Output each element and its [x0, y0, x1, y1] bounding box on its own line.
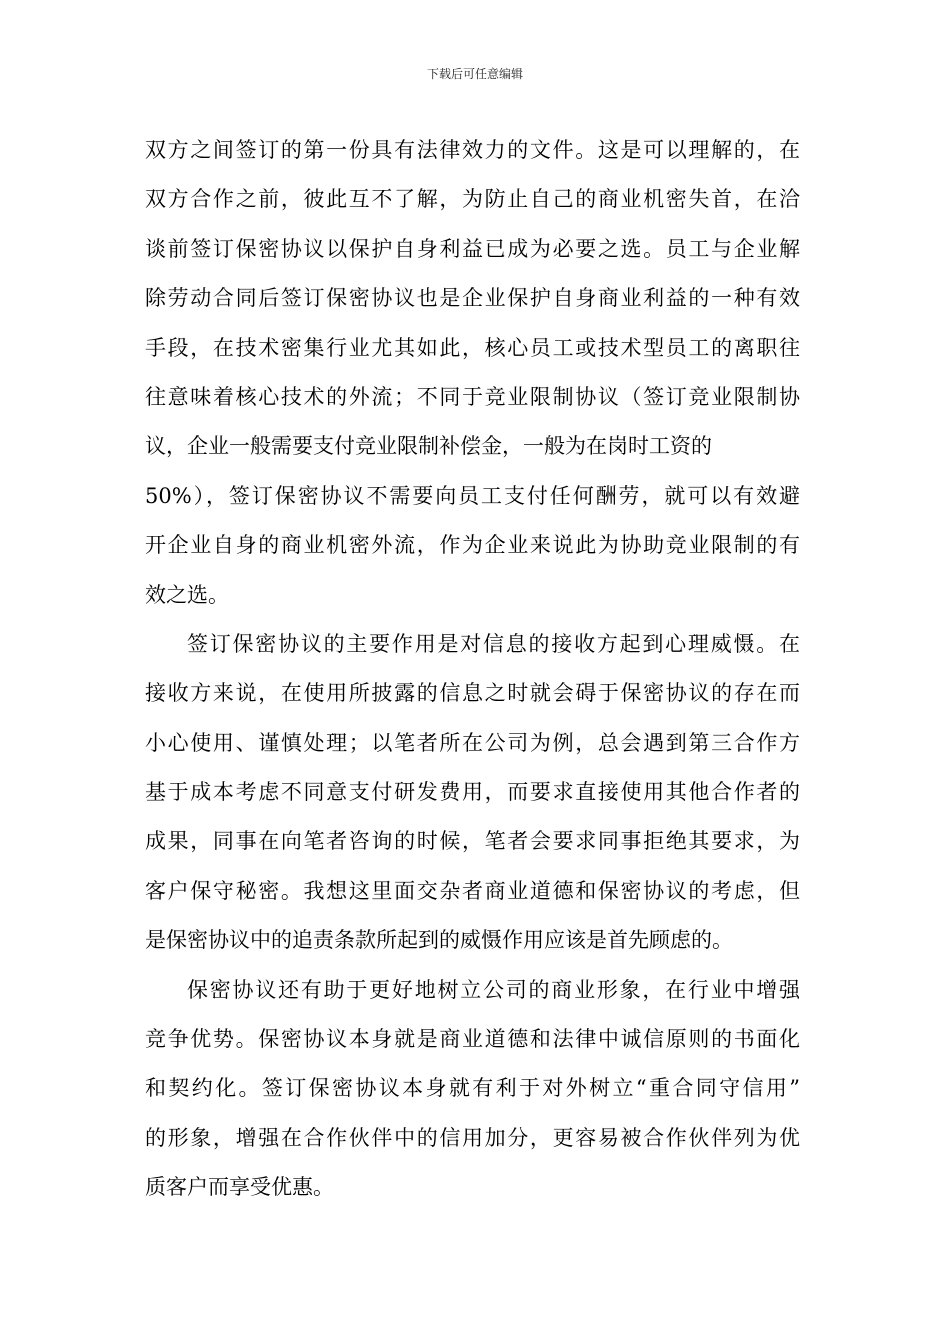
text-line: 和契约化。签订保密协议本身就有利于对外树立“重合同守信用”: [145, 1076, 800, 1101]
text-line: 除劳动合同后签订保密协议也是企业保护自身商业利益的一种有效: [145, 286, 800, 311]
text-line: 往意味着核心技术的外流；不同于竞业限制协议（签订竞业限制协: [145, 384, 800, 409]
text-line: 的形象，增强在合作伙伴中的信用加分，更容易被合作伙伴列为优: [145, 1125, 800, 1150]
text-line: 成果，同事在向笔者咨询的时候，笔者会要求同事拒绝其要求，为: [145, 829, 800, 854]
text-line: 保密协议还有助于更好地树立公司的商业形象，在行业中增强: [187, 977, 800, 1002]
text-line: 效之选。: [145, 582, 229, 607]
text-line: 质客户而享受优惠。: [145, 1175, 334, 1200]
paragraph-1: [145, 126, 800, 620]
paragraph-2: [145, 620, 800, 966]
text-line: 小心使用、谨慎处理；以笔者所在公司为例，总会遇到第三合作方: [145, 730, 800, 755]
text-line: 手段，在技术密集行业尤其如此，核心员工或技术型员工的离职往: [145, 335, 800, 360]
text-line: 客户保守秘密。我想这里面交杂者商业道德和保密协议的考虑，但: [145, 878, 800, 903]
text-line: 接收方来说，在使用所披露的信息之时就会碍于保密协议的存在而: [145, 681, 800, 706]
text-line: 双方之间签订的第一份具有法律效力的文件。这是可以理解的，在: [145, 138, 800, 162]
text-line: 议，企业一般需要支付竞业限制补偿金，一般为在岗时工资的: [145, 434, 712, 459]
text-line: 开企业自身的商业机密外流，作为企业来说此为协助竞业限制的有: [145, 533, 800, 558]
text-line: 谈前签订保密协议以保护自身利益已成为必要之选。员工与企业解: [145, 236, 800, 261]
text-line: 双方合作之前，彼此互不了解，为防止自己的商业机密失首，在洽: [145, 187, 800, 212]
paragraph-3: [145, 966, 800, 1213]
text-line: 签订保密协议的主要作用是对信息的接收方起到心理威慑。在: [187, 631, 800, 656]
text-line: 竞争优势。保密协议本身就是商业道德和法律中诚信原则的书面化: [145, 1027, 800, 1052]
text-line: 是保密协议中的追责条款所起到的威慑作用应该是首先顾虑的。: [145, 928, 733, 953]
page-header: 下载后可任意编辑: [426, 67, 523, 81]
text-line: 50%），签订保密协议不需要向员工支付任何酬劳，就可以有效避: [145, 483, 800, 508]
text-line: 基于成本考虑不同意支付研发费用，而要求直接使用其他合作者的: [145, 780, 800, 805]
document-body: [145, 126, 800, 1213]
